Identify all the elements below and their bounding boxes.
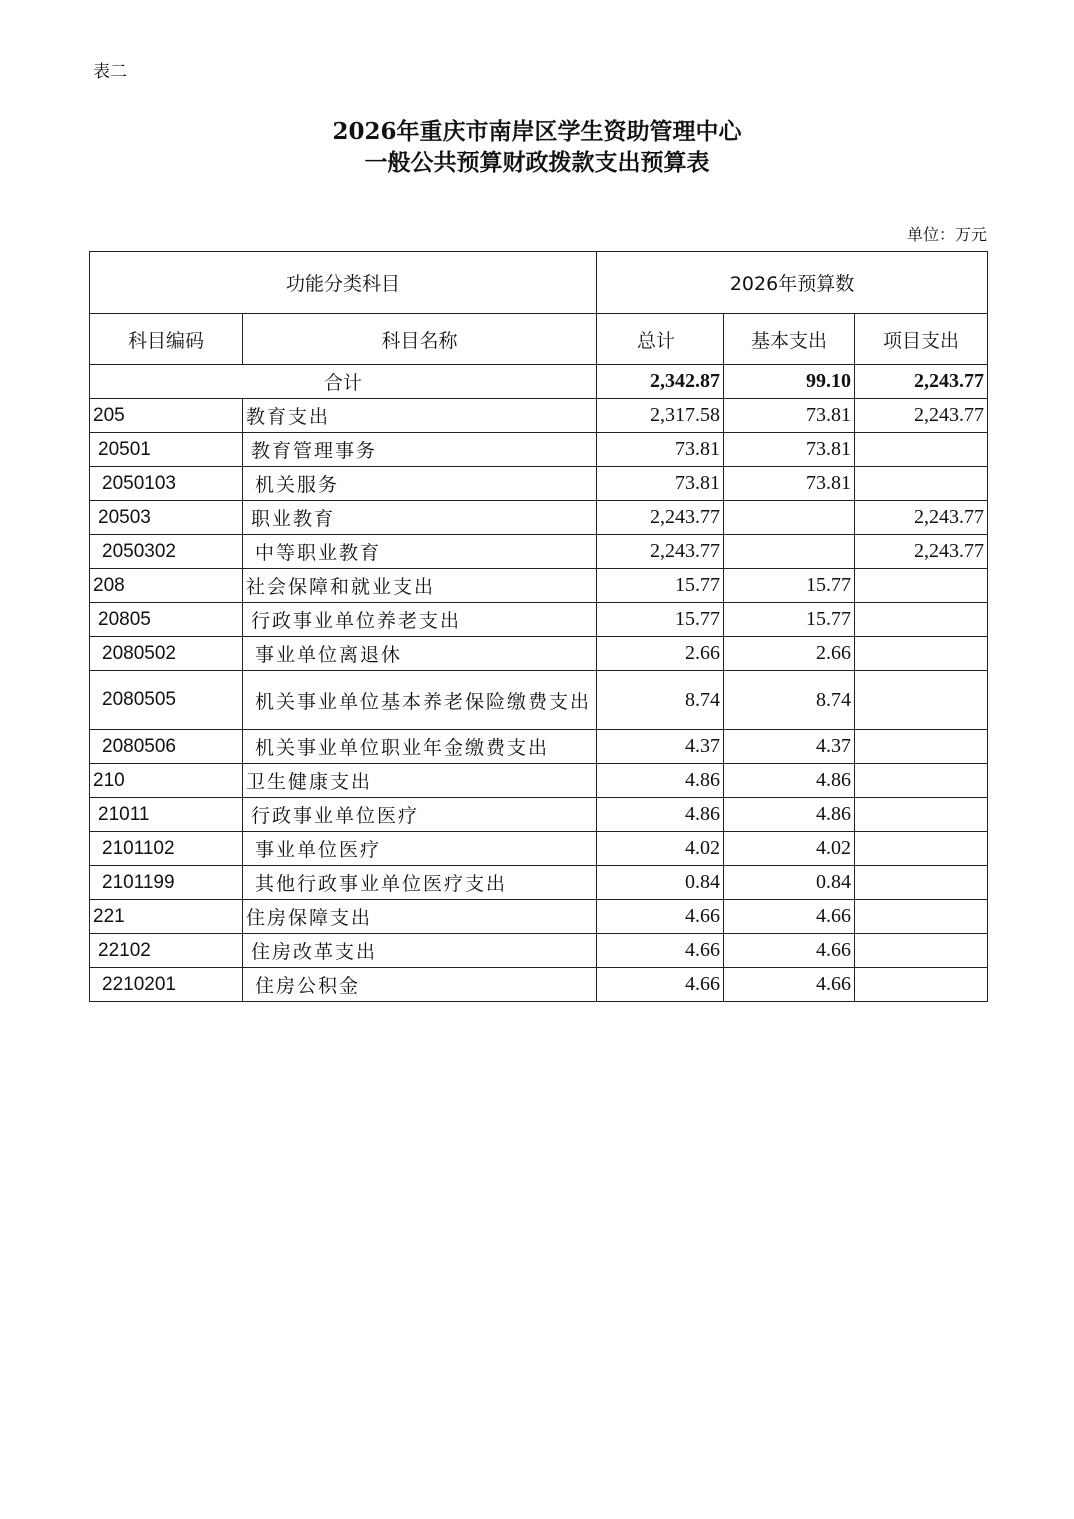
row-code: 20805 xyxy=(90,603,243,637)
row-project xyxy=(855,433,988,467)
row-code: 2080502 xyxy=(90,637,243,671)
row-name: 教育管理事务 xyxy=(243,433,597,467)
row-name: 教育支出 xyxy=(243,399,597,433)
row-basic: 15.77 xyxy=(724,569,855,603)
row-basic: 4.66 xyxy=(724,968,855,1002)
row-project: 2,243.77 xyxy=(855,501,988,535)
total-total: 2,342.87 xyxy=(597,365,724,399)
row-total: 15.77 xyxy=(597,569,724,603)
row-basic: 4.02 xyxy=(724,832,855,866)
row-code: 20501 xyxy=(90,433,243,467)
table-row xyxy=(90,467,988,501)
row-basic xyxy=(724,501,855,535)
total-project: 2,243.77 xyxy=(855,365,988,399)
table-row xyxy=(90,501,988,535)
row-project xyxy=(855,832,988,866)
table-row xyxy=(90,730,988,764)
table-row xyxy=(90,671,988,730)
row-total: 73.81 xyxy=(597,433,724,467)
row-basic: 4.66 xyxy=(724,900,855,934)
row-code: 20503 xyxy=(90,501,243,535)
row-project xyxy=(855,900,988,934)
row-code: 2210201 xyxy=(90,968,243,1002)
row-total: 4.66 xyxy=(597,968,724,1002)
row-project xyxy=(855,730,988,764)
row-basic: 0.84 xyxy=(724,866,855,900)
row-basic: 4.37 xyxy=(724,730,855,764)
header-function-class: 功能分类科目 xyxy=(90,252,597,314)
row-name: 住房公积金 xyxy=(243,968,597,1002)
row-project: 2,243.77 xyxy=(855,535,988,569)
row-name: 其他行政事业单位医疗支出 xyxy=(243,866,597,900)
table-row xyxy=(90,569,988,603)
row-total: 2,317.58 xyxy=(597,399,724,433)
table-row xyxy=(90,764,988,798)
row-basic: 4.66 xyxy=(724,934,855,968)
page-title-line2: 一般公共预算财政拨款支出预算表 xyxy=(364,149,710,176)
table-row xyxy=(90,399,988,433)
row-project xyxy=(855,671,988,730)
row-project xyxy=(855,637,988,671)
table-row xyxy=(90,866,988,900)
row-code: 2050302 xyxy=(90,535,243,569)
row-basic: 4.86 xyxy=(724,764,855,798)
row-total: 0.84 xyxy=(597,866,724,900)
row-total: 4.86 xyxy=(597,764,724,798)
row-name: 机关服务 xyxy=(243,467,597,501)
row-name: 中等职业教育 xyxy=(243,535,597,569)
row-total: 73.81 xyxy=(597,467,724,501)
row-name: 卫生健康支出 xyxy=(243,764,597,798)
row-project xyxy=(855,467,988,501)
row-code: 2101199 xyxy=(90,866,243,900)
row-project xyxy=(855,569,988,603)
table-row xyxy=(90,798,988,832)
row-basic: 73.81 xyxy=(724,433,855,467)
page-label: 表二 xyxy=(93,62,127,82)
row-project xyxy=(855,603,988,637)
row-total: 4.66 xyxy=(597,934,724,968)
row-total: 4.66 xyxy=(597,900,724,934)
row-project xyxy=(855,866,988,900)
total-row xyxy=(90,365,988,399)
row-name: 行政事业单位养老支出 xyxy=(243,603,597,637)
header-row-2 xyxy=(90,314,988,365)
header-basic: 基本支出 xyxy=(724,314,855,365)
row-code: 208 xyxy=(90,569,243,603)
table-row xyxy=(90,900,988,934)
row-basic: 2.66 xyxy=(724,637,855,671)
row-name: 事业单位离退休 xyxy=(243,637,597,671)
row-project xyxy=(855,798,988,832)
header-row-1 xyxy=(90,252,988,314)
table-row xyxy=(90,637,988,671)
row-basic: 73.81 xyxy=(724,399,855,433)
table-row xyxy=(90,433,988,467)
row-basic: 4.86 xyxy=(724,798,855,832)
total-label: 合计 xyxy=(90,365,597,399)
header-project: 项目支出 xyxy=(855,314,988,365)
row-code: 210 xyxy=(90,764,243,798)
unit-label: 单位：万元 xyxy=(906,225,987,244)
header-budget-year: 2026年预算数 xyxy=(597,252,988,314)
header-name: 科目名称 xyxy=(243,314,597,365)
row-code: 2080505 xyxy=(90,671,243,730)
row-code: 205 xyxy=(90,399,243,433)
row-name: 社会保障和就业支出 xyxy=(243,569,597,603)
row-name: 行政事业单位医疗 xyxy=(243,798,597,832)
row-code: 221 xyxy=(90,900,243,934)
total-basic: 99.10 xyxy=(724,365,855,399)
budget-table xyxy=(89,251,988,1002)
row-total: 2,243.77 xyxy=(597,535,724,569)
row-total: 2,243.77 xyxy=(597,501,724,535)
row-name: 住房改革支出 xyxy=(243,934,597,968)
row-name: 职业教育 xyxy=(243,501,597,535)
row-code: 2101102 xyxy=(90,832,243,866)
row-name: 住房保障支出 xyxy=(243,900,597,934)
row-code: 2080506 xyxy=(90,730,243,764)
table-row xyxy=(90,535,988,569)
row-total: 15.77 xyxy=(597,603,724,637)
row-project: 2,243.77 xyxy=(855,399,988,433)
header-total: 总计 xyxy=(597,314,724,365)
row-name: 机关事业单位职业年金缴费支出 xyxy=(243,730,597,764)
row-total: 4.86 xyxy=(597,798,724,832)
row-basic: 73.81 xyxy=(724,467,855,501)
header-code: 科目编码 xyxy=(90,314,243,365)
row-basic xyxy=(724,535,855,569)
table-row xyxy=(90,934,988,968)
row-total: 2.66 xyxy=(597,637,724,671)
row-total: 8.74 xyxy=(597,671,724,730)
row-name: 事业单位医疗 xyxy=(243,832,597,866)
row-basic: 15.77 xyxy=(724,603,855,637)
row-total: 4.02 xyxy=(597,832,724,866)
row-name: 机关事业单位基本养老保险缴费支出 xyxy=(243,671,597,730)
row-project xyxy=(855,764,988,798)
page-title-line1: 2026年重庆市南岸区学生资助管理中心 xyxy=(332,118,742,145)
row-code: 22102 xyxy=(90,934,243,968)
row-code: 21011 xyxy=(90,798,243,832)
table-row xyxy=(90,603,988,637)
table-row xyxy=(90,832,988,866)
row-basic: 8.74 xyxy=(724,671,855,730)
table-row xyxy=(90,968,988,1002)
row-total: 4.37 xyxy=(597,730,724,764)
row-code: 2050103 xyxy=(90,467,243,501)
row-project xyxy=(855,968,988,1002)
row-project xyxy=(855,934,988,968)
